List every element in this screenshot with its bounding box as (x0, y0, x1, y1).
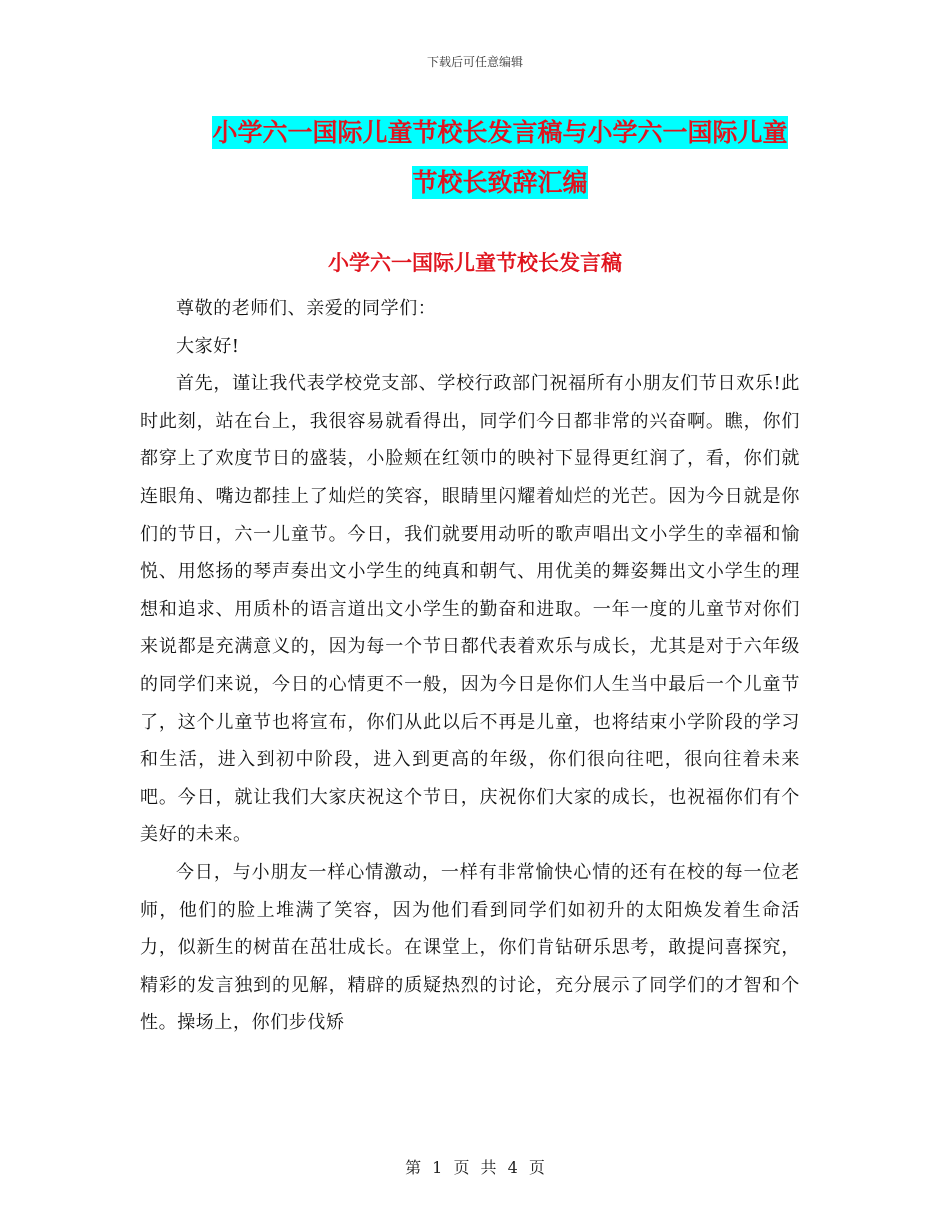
document-title (140, 108, 860, 208)
document-title-line-2: 节校长致辞汇编 (412, 168, 588, 197)
paragraph-body-2: 今日，与小朋友一样心情激动，一样有非常愉快心情的还有在校的每一位老师，他们的脸上堆满了笑容，因为他们看到同学们如初升的太阳焕发着生命活力，似新生的树苗在茁壮成长。在课堂上，你们肯钻研乐思考，敢提问喜探究，精彩的发言独到的见解，精辟的质疑热烈的讨论，充分展示了同学们的才智和个性。操场上，你们步伐矫 (140, 861, 800, 1034)
header-note: 下载后可任意编辑 (426, 55, 523, 69)
page-number-footer: 第 1 页 共 4 页 (405, 1158, 545, 1177)
body-text (140, 290, 800, 1042)
paragraph-greeting: 大家好! (176, 335, 240, 357)
paragraph-body-1: 首先，谨让我代表学校党支部、学校行政部门祝福所有小朋友们节日欢乐!此时此刻，站在台上，我很容易就看得出，同学们今日都非常的兴奋啊。瞧，你们都穿上了欢度节日的盛装，小脸颊在红领巾的映衬下显得更红润了，看，你们就连眼角、嘴边都挂上了灿烂的笑容，眼睛里闪耀着灿烂的光芒。因为今日就是你们的节日，六一儿童节。今日，我们就要用动听的歌声唱出文小学生的幸福和愉悦、用悠扬的琴声奏出文小学生的纯真和朝气、用优美的舞姿舞出文小学生的理想和追求、用质朴的语言道出文小学生的勤奋和进取。一年一度的儿童节对你们来说都是充满意义的，因为每一个节日都代表着欢乐与成长，尤其是对于六年级的同学们来说，今日的心情更不一般，因为今日是你们人生当中最后一个儿童节了，这个儿童节也将宣布，你们从此以后不再是儿童，也将结束小学阶段的学习和生活，进入到初中阶段，进入到更高的年级，你们很向往吧，很向往着未来吧。今日，就让我们大家庆祝这个节日，庆祝你们大家的成长，也祝福你们有个美好的未来。 (140, 373, 800, 846)
document-title-line-1: 小学六一国际儿童节校长发言稿与小学六一国际儿童 (212, 118, 788, 147)
section-title: 小学六一国际儿童节校长发言稿 (328, 251, 622, 275)
paragraph-salutation: 尊敬的老师们、亲爱的同学们： (176, 298, 437, 319)
